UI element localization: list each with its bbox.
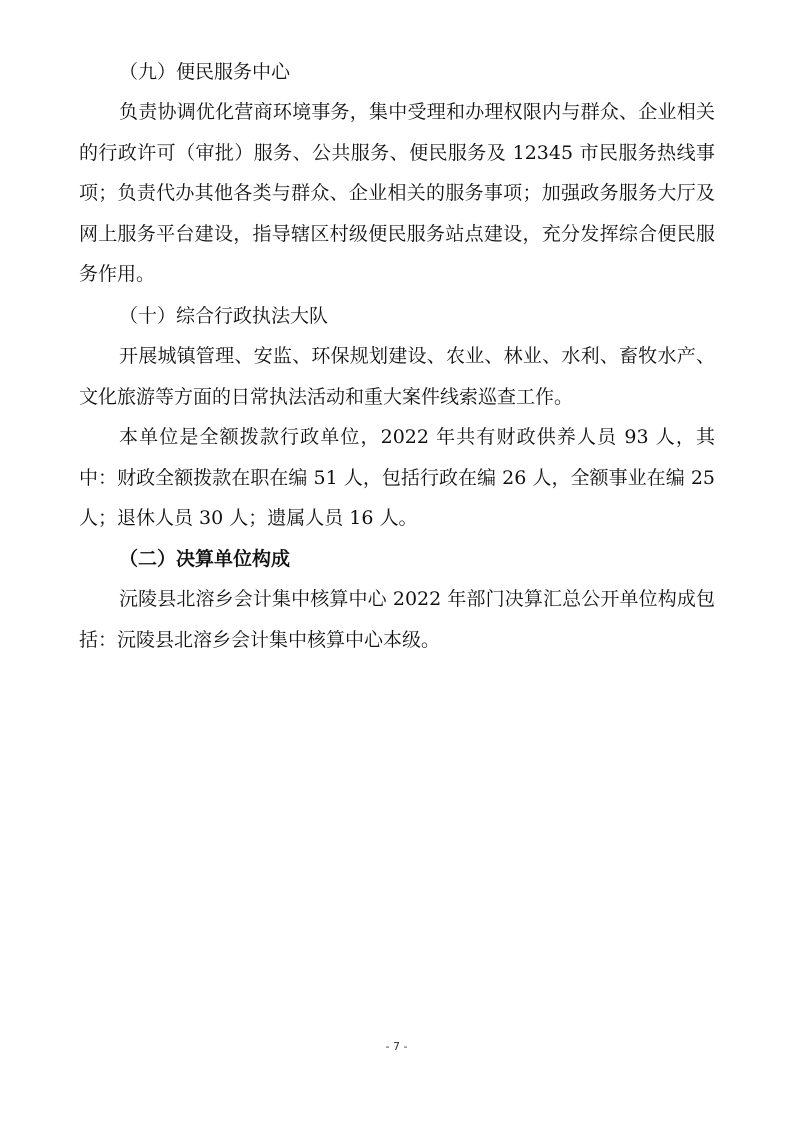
page-number: - 7 - [385,1040,408,1053]
section-heading-convenience-center: （九）便民服务中心 [119,61,291,83]
section-heading-law-enforcement: （十）综合行政执法大队 [119,304,329,327]
section-paragraph-convenience-center: 负责协调优化营商环境事务，集中受理和办理权限内与群众、企业相关的行政许可（审批）服务、公共服务、便民服务及 12345 市民服务热线事项；负责代办其他各类与群众、企业相关的服务事项；加强政务服务大厅及网上服务平台建设，指导辖区村级便民服务站点建设，充分发挥综合便民服务作用。 [79,101,715,286]
composition-paragraph: 沅陵县北溶乡会计集中核算中心 2022 年部门决算汇总公开单位构成包括：沅陵县北溶乡会计集中核算中心本级。 [79,587,715,651]
page-body [79,52,715,660]
subheading-budget-units: （二）决算单位构成 [119,547,291,570]
staffing-paragraph: 本单位是全额拨款行政单位，2022 年共有财政供养人员 93 人，其中：财政全额拨款在职在编 51 人，包括行政在编 26 人，全额事业在编 25 人；退休人员 30 人；遗属人员 16 人。 [79,426,715,530]
section-paragraph-law-enforcement: 开展城镇管理、安监、环保规划建设、农业、林业、水利、畜牧水产、文化旅游等方面的日常执法活动和重大案件线索巡查工作。 [79,344,715,408]
